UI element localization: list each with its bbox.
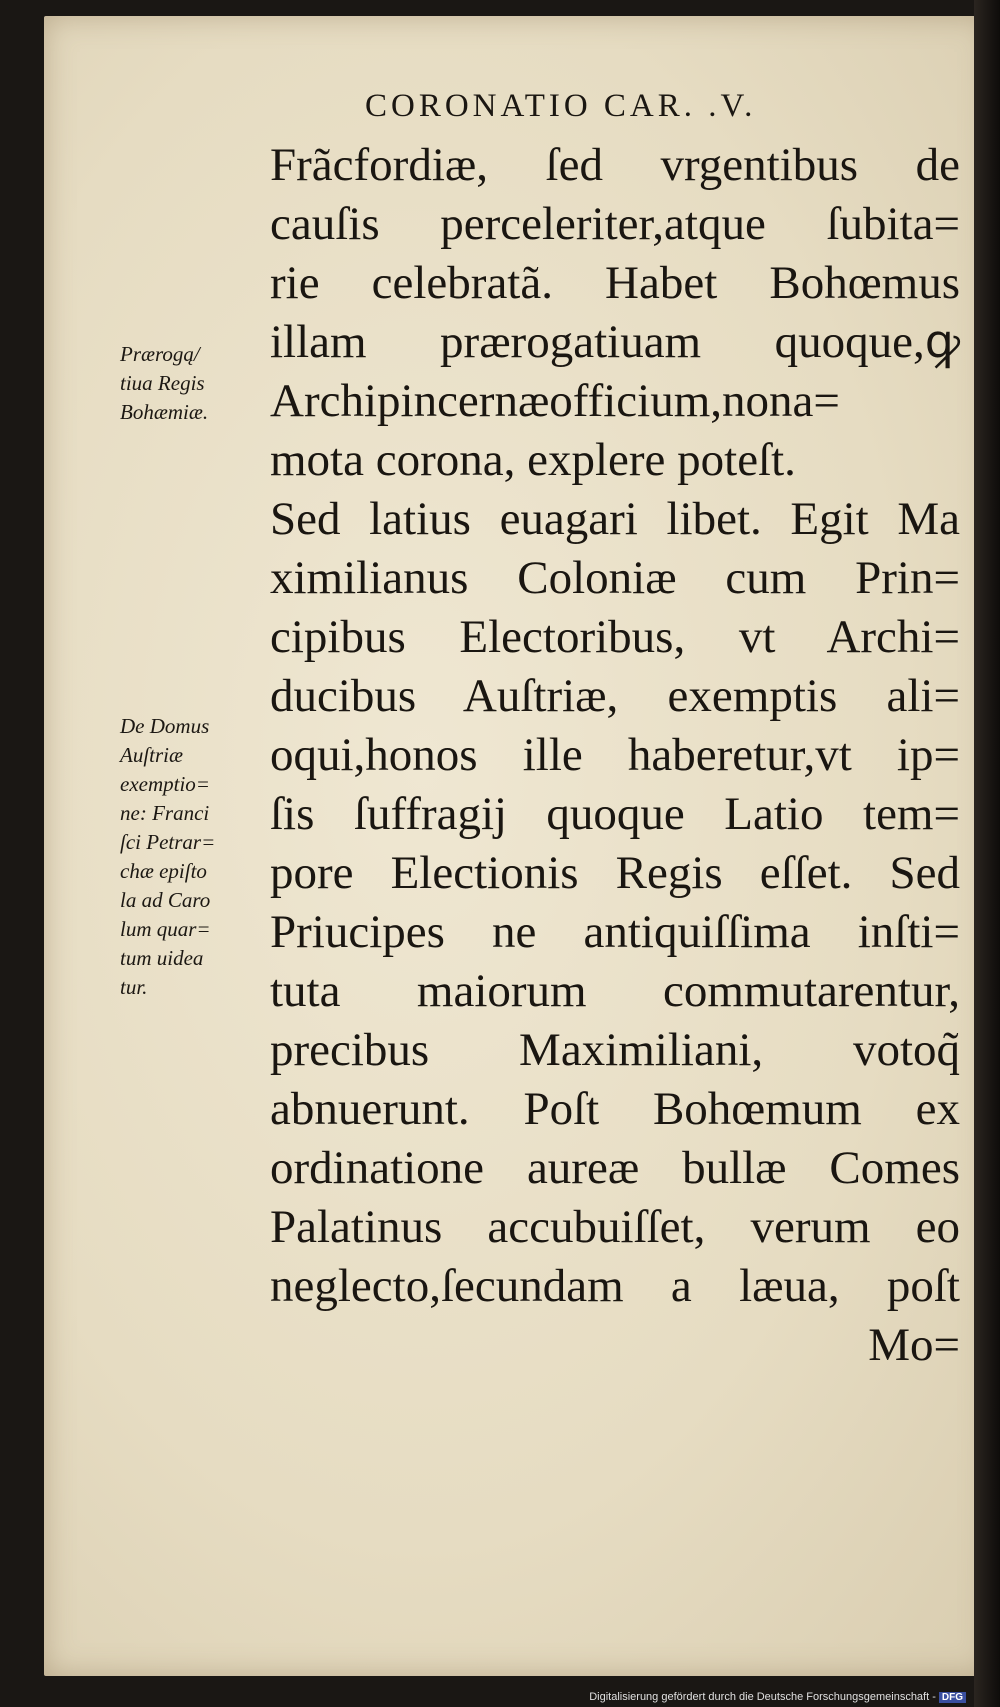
margin-note-line: tur. [120, 975, 148, 999]
margin-note-line: De Domus [120, 714, 210, 738]
text-line: tuta maiorum commutarentur, [270, 965, 960, 1017]
text-line: oqui,honos ille haberetur,vt ip= [270, 729, 960, 781]
margin-note-prerogative [120, 340, 270, 427]
margin-note-line: lum quar= [120, 917, 211, 941]
running-head: CORONATIO CAR. .V. [365, 88, 757, 124]
text-line: ordinatione aureæ bullæ Comes [270, 1142, 960, 1194]
text-line: illam prærogatiuam quoque,ꝙ [270, 316, 960, 368]
margin-note-austria [120, 712, 270, 1002]
text-line: Palatinus accubuiſſet, verum eo [270, 1201, 960, 1253]
margin-note-line: tiua Regis [120, 371, 205, 395]
dfg-logo: DFG [939, 1692, 966, 1703]
credit-text: Digitalisierung gefördert durch die Deutsche Forschungsgemeinschaft - [589, 1691, 936, 1703]
margin-note-line: la ad Caro [120, 888, 211, 912]
text-line: rie celebratã. Habet Bohœmus [270, 257, 960, 309]
margin-note-line: ne: Franci [120, 801, 210, 825]
text-line: ximilianus Coloniæ cum Prin= [270, 552, 960, 604]
main-text-block [270, 136, 960, 1375]
margin-note-line: ſci Petrar= [120, 830, 216, 854]
text-line: abnuerunt. Poſt Bohœmum ex [270, 1083, 960, 1135]
text-line: cauſis perceleriter,atque ſubita= [270, 198, 960, 250]
text-line: ſis ſuffragĳ quoque Latio tem= [270, 788, 960, 840]
margin-note-line: tum uidea [120, 946, 204, 970]
margin-note-line: chæ epiſto [120, 859, 207, 883]
margin-note-line: Auſtriæ [120, 743, 184, 767]
margin-note-line: Prærogą/ [120, 342, 200, 366]
catchword: Mo= [868, 1319, 960, 1371]
book-spine [974, 0, 1000, 1707]
text-line: Archipincernæofficium,nona= [270, 375, 840, 427]
text-line: pore Electionis Regis eſſet. Sed [270, 847, 960, 899]
margin-note-line: exemptio= [120, 772, 210, 796]
digitization-credit [589, 1691, 966, 1703]
text-line: neglecto,ſecundam a læua, poſt [270, 1260, 960, 1312]
text-line: Priucipes ne antiquiſſima inſti= [270, 906, 960, 958]
text-line: mota corona, explere poteſt. [270, 434, 796, 486]
text-line: Sed latius euagari libet. Egit Ma [270, 493, 960, 545]
text-line: ducibus Auſtriæ, exemptis ali= [270, 670, 960, 722]
text-line: precibus Maximiliani, votoq̃ [270, 1024, 960, 1076]
text-line: cipibus Electoribus, vt Archi= [270, 611, 960, 663]
margin-note-line: Bohæmiæ. [120, 400, 209, 424]
text-line: Frãcfordiæ, ſed vrgentibus de [270, 139, 960, 191]
